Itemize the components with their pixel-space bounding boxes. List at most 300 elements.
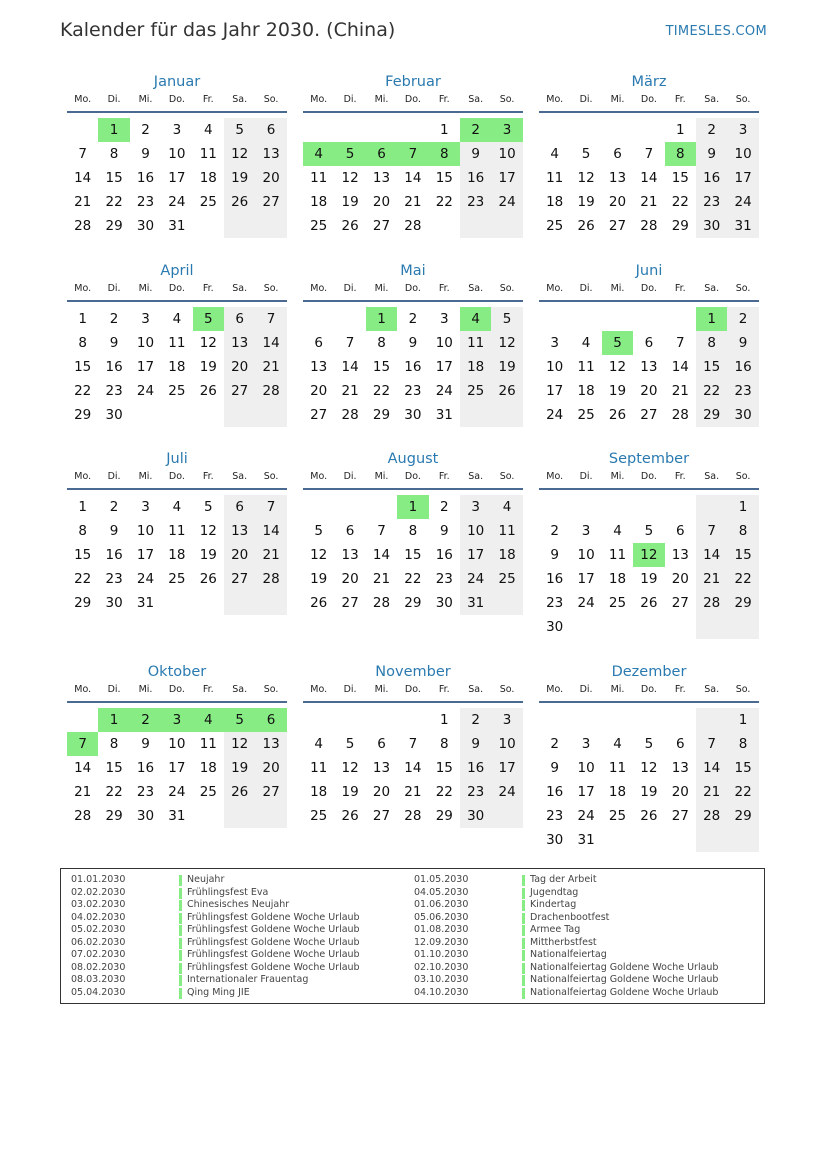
header-rule	[303, 488, 523, 490]
day-cell: 21	[696, 567, 727, 591]
holiday-day-cell: 3	[161, 708, 192, 732]
day-cell: 28	[255, 379, 286, 403]
day-cell: 7	[644, 146, 654, 162]
day-cell: 28	[255, 567, 286, 591]
month-name: April	[160, 263, 194, 279]
empty-weekend-cell	[491, 804, 522, 828]
weekday-header: Mo.	[546, 471, 564, 482]
holiday-legend	[60, 868, 765, 1004]
day-cell: 30	[727, 403, 758, 427]
day-cell: 20	[255, 166, 286, 190]
day-cell: 21	[404, 194, 422, 210]
day-cell: 22	[671, 194, 689, 210]
day-cell: 14	[696, 756, 727, 780]
holiday-day-cell: 6	[366, 142, 397, 166]
day-cell: 14	[74, 760, 92, 776]
day-cell: 14	[671, 359, 689, 375]
day-cell: 19	[199, 359, 217, 375]
day-cell: 3	[141, 311, 150, 327]
holiday-marker	[179, 950, 182, 961]
weekday-header: Fr.	[202, 684, 214, 695]
day-cell: 22	[696, 379, 727, 403]
day-cell: 7	[696, 519, 727, 543]
day-cell: 5	[345, 736, 355, 752]
day-cell: 17	[727, 166, 758, 190]
day-cell: 20	[671, 784, 689, 800]
day-cell: 4	[550, 146, 559, 162]
day-cell: 10	[491, 142, 522, 166]
day-cell: 29	[105, 808, 123, 824]
day-cell: 19	[640, 784, 658, 800]
day-cell: 19	[491, 355, 522, 379]
holiday-date: 01.05.2030	[414, 874, 469, 885]
day-cell: 9	[550, 760, 559, 776]
holiday-name: Frühlingsfest Goldene Woche Urlaub	[187, 911, 360, 923]
day-cell: 9	[109, 335, 119, 351]
day-cell: 3	[581, 523, 591, 539]
day-cell: 4	[613, 736, 622, 752]
day-cell: 27	[372, 218, 391, 234]
day-cell: 15	[727, 756, 758, 780]
weekday-header: Sa.	[232, 94, 248, 105]
month-name: Februar	[385, 74, 441, 90]
weekday-header: Di.	[579, 471, 593, 482]
day-cell: 15	[74, 359, 92, 375]
day-cell: 20	[310, 383, 328, 399]
day-cell: 13	[671, 547, 689, 563]
weekday-header: Mi.	[138, 684, 153, 695]
day-cell: 24	[168, 784, 186, 800]
empty-weekend-cell	[696, 708, 727, 732]
day-cell: 10	[168, 736, 186, 752]
day-cell: 15	[74, 547, 92, 563]
day-cell: 25	[199, 784, 217, 800]
holiday-date: 01.08.2030	[414, 924, 469, 935]
day-cell: 10	[727, 142, 758, 166]
weekday-header: Mi.	[610, 283, 625, 294]
day-cell: 14	[255, 331, 286, 355]
holiday-date: 03.10.2030	[414, 974, 469, 985]
weekday-header: Mo.	[310, 684, 328, 695]
day-cell: 3	[581, 736, 591, 752]
day-cell: 21	[255, 355, 286, 379]
weekday-header: Di.	[107, 471, 121, 482]
weekday-header: Sa.	[468, 283, 484, 294]
holiday-marker	[522, 950, 525, 961]
day-cell: 11	[168, 335, 186, 351]
holiday-day-cell: 3	[491, 118, 522, 142]
empty-weekend-cell	[224, 591, 255, 615]
day-cell: 19	[224, 166, 255, 190]
day-cell: 27	[671, 595, 689, 611]
holiday-marker	[522, 988, 525, 999]
day-cell: 20	[372, 784, 391, 800]
day-cell: 22	[404, 571, 422, 587]
day-cell: 28	[74, 808, 92, 824]
day-cell: 10	[491, 732, 522, 756]
day-cell: 17	[460, 543, 491, 567]
weekday-header: Do.	[404, 283, 421, 294]
day-cell: 24	[460, 567, 491, 591]
day-cell: 3	[491, 708, 522, 732]
day-cell: 8	[727, 732, 758, 756]
day-cell: 22	[727, 780, 758, 804]
holiday-date: 01.10.2030	[414, 949, 469, 960]
empty-weekend-cell	[696, 495, 727, 519]
day-cell: 8	[696, 331, 727, 355]
day-cell: 6	[377, 736, 386, 752]
day-cell: 27	[640, 407, 658, 423]
day-cell: 15	[105, 760, 123, 776]
holiday-name: Drachenbootfest	[530, 911, 610, 923]
day-cell: 10	[136, 335, 155, 351]
holiday-day-cell: 5	[224, 708, 255, 732]
day-cell: 13	[608, 170, 627, 186]
day-cell: 30	[105, 595, 123, 611]
day-cell: 15	[696, 355, 727, 379]
day-cell: 18	[608, 571, 627, 587]
day-cell: 4	[314, 736, 323, 752]
day-cell: 19	[577, 194, 595, 210]
weekday-header: Di.	[343, 94, 357, 105]
brand-logo[interactable]: TIMESLES.COM	[665, 24, 767, 39]
day-cell: 29	[435, 808, 453, 824]
day-cell: 29	[372, 407, 391, 423]
weekday-header: Do.	[640, 283, 657, 294]
holiday-day-cell: 1	[366, 307, 397, 331]
day-cell: 18	[199, 170, 217, 186]
day-cell: 27	[671, 808, 689, 824]
day-cell: 22	[727, 567, 758, 591]
day-cell: 10	[577, 760, 595, 776]
day-cell: 2	[550, 736, 559, 752]
holiday-name: Armee Tag	[530, 924, 581, 935]
month-name: August	[387, 451, 439, 467]
day-cell: 7	[255, 307, 286, 331]
weekday-header: Di.	[579, 684, 593, 695]
weekday-header: Fr.	[674, 283, 686, 294]
weekday-header: So.	[263, 471, 279, 482]
weekday-header: Do.	[640, 94, 657, 105]
weekday-header: Fr.	[438, 684, 450, 695]
day-cell: 9	[141, 736, 150, 752]
day-cell: 8	[408, 523, 418, 539]
day-cell: 26	[640, 808, 658, 824]
day-cell: 7	[696, 732, 727, 756]
day-cell: 12	[224, 732, 255, 756]
holiday-day-cell: 6	[255, 708, 286, 732]
holiday-day-cell: 4	[460, 307, 491, 331]
weekday-header: Di.	[343, 471, 357, 482]
weekday-header: Mo.	[546, 283, 564, 294]
day-cell: 7	[255, 495, 286, 519]
weekday-header: Mi.	[610, 684, 625, 695]
month-name: Oktober	[147, 664, 207, 680]
day-cell: 9	[550, 547, 559, 563]
day-cell: 17	[491, 166, 522, 190]
weekday-header: Fr.	[202, 471, 214, 482]
weekday-header: Mi.	[610, 471, 625, 482]
day-cell: 4	[581, 335, 591, 351]
day-cell: 10	[435, 335, 453, 351]
day-cell: 12	[224, 142, 255, 166]
day-cell: 28	[671, 407, 689, 423]
day-cell: 16	[546, 571, 564, 587]
day-cell: 13	[671, 760, 689, 776]
header-rule	[539, 488, 759, 490]
holiday-day-cell: 5	[334, 142, 365, 166]
holiday-marker	[522, 888, 525, 899]
day-cell: 30	[546, 619, 564, 635]
day-cell: 19	[640, 571, 658, 587]
day-cell: 3	[727, 118, 758, 142]
day-cell: 8	[439, 736, 449, 752]
holiday-date: 02.10.2030	[414, 961, 469, 973]
holiday-day-cell: 7	[397, 142, 428, 166]
day-cell: 24	[168, 194, 186, 210]
weekday-header: Di.	[107, 684, 121, 695]
weekday-header: Mi.	[138, 94, 153, 105]
day-cell: 16	[435, 547, 453, 563]
empty-weekend-cell	[696, 828, 727, 852]
page-title: Kalender für das Jahr 2030. (China)	[60, 19, 396, 41]
weekday-header: Di.	[343, 283, 357, 294]
day-cell: 26	[577, 218, 595, 234]
holiday-day-cell: 8	[665, 142, 696, 166]
day-cell: 25	[491, 567, 522, 591]
day-cell: 1	[675, 122, 685, 138]
day-cell: 7	[78, 146, 87, 162]
day-cell: 16	[727, 355, 758, 379]
holiday-name: Neujahr	[187, 874, 225, 885]
day-cell: 21	[255, 543, 286, 567]
day-cell: 25	[608, 808, 627, 824]
day-cell: 26	[199, 571, 217, 587]
day-cell: 8	[109, 736, 119, 752]
day-cell: 25	[310, 218, 328, 234]
weekday-header: Di.	[107, 283, 121, 294]
holiday-date: 03.02.2030	[71, 899, 126, 910]
empty-weekend-cell	[460, 403, 491, 427]
day-cell: 11	[577, 359, 595, 375]
day-cell: 15	[404, 547, 422, 563]
day-cell: 28	[640, 218, 658, 234]
day-cell: 26	[310, 595, 328, 611]
day-cell: 22	[435, 194, 453, 210]
day-cell: 22	[105, 784, 123, 800]
day-cell: 21	[74, 784, 92, 800]
empty-weekend-cell	[255, 591, 286, 615]
day-cell: 17	[136, 359, 155, 375]
day-cell: 31	[435, 407, 453, 423]
day-cell: 15	[727, 543, 758, 567]
day-cell: 17	[168, 170, 186, 186]
day-cell: 14	[404, 170, 422, 186]
day-cell: 28	[404, 218, 422, 234]
day-cell: 6	[613, 146, 622, 162]
day-cell: 10	[577, 547, 595, 563]
holiday-date: 04.10.2030	[414, 986, 469, 998]
holiday-name: Kindertag	[530, 899, 577, 910]
day-cell: 25	[460, 379, 491, 403]
day-cell: 30	[460, 804, 491, 828]
day-cell: 23	[727, 379, 758, 403]
weekday-header: Sa.	[704, 684, 720, 695]
weekday-header: Mi.	[138, 471, 153, 482]
day-cell: 29	[727, 804, 758, 828]
month-name: Dezember	[611, 664, 687, 680]
day-cell: 2	[439, 499, 449, 515]
day-cell: 3	[460, 495, 491, 519]
day-cell: 18	[310, 784, 328, 800]
header-rule	[303, 300, 523, 302]
weekday-header: Fr.	[202, 283, 214, 294]
day-cell: 20	[640, 383, 658, 399]
holiday-date: 12.09.2030	[414, 936, 469, 948]
day-cell: 14	[696, 543, 727, 567]
day-cell: 18	[546, 194, 564, 210]
day-cell: 9	[727, 331, 758, 355]
holiday-name: Nationalfeiertag Goldene Woche Urlaub	[530, 986, 719, 998]
weekday-header: Mi.	[138, 283, 153, 294]
day-cell: 10	[460, 519, 491, 543]
weekday-header: Sa.	[468, 684, 484, 695]
empty-weekend-cell	[491, 591, 522, 615]
holiday-date: 05.06.2030	[414, 911, 469, 923]
day-cell: 2	[109, 311, 119, 327]
holiday-day-cell: 2	[460, 118, 491, 142]
holiday-date: 07.02.2030	[71, 949, 126, 960]
header-rule	[539, 701, 759, 703]
header-rule	[67, 701, 287, 703]
day-cell: 27	[255, 190, 286, 214]
holiday-day-cell: 2	[130, 708, 161, 732]
day-cell: 16	[136, 170, 155, 186]
day-cell: 26	[224, 780, 255, 804]
weekday-header: Sa.	[704, 94, 720, 105]
day-cell: 30	[546, 832, 564, 848]
weekday-header: Mo.	[74, 471, 92, 482]
day-cell: 11	[608, 760, 627, 776]
holiday-marker	[179, 963, 182, 974]
day-cell: 13	[310, 359, 328, 375]
day-cell: 17	[546, 383, 564, 399]
day-cell: 12	[199, 335, 217, 351]
day-cell: 22	[372, 383, 391, 399]
holiday-marker	[522, 938, 525, 949]
weekday-header: Do.	[640, 684, 657, 695]
header-rule	[303, 111, 523, 113]
day-cell: 9	[408, 335, 418, 351]
holiday-marker	[179, 938, 182, 949]
empty-weekend-cell	[255, 403, 286, 427]
holiday-date: 05.04.2030	[71, 986, 126, 998]
day-cell: 11	[491, 519, 522, 543]
holiday-date: 06.02.2030	[71, 936, 126, 948]
day-cell: 21	[404, 784, 422, 800]
day-cell: 12	[310, 547, 328, 563]
weekday-header: Sa.	[232, 471, 248, 482]
day-cell: 10	[546, 359, 564, 375]
holiday-name: Frühlingsfest Goldene Woche Urlaub	[187, 961, 360, 973]
holiday-marker	[179, 925, 182, 936]
weekday-header: Fr.	[202, 94, 214, 105]
weekday-header: Mo.	[546, 94, 564, 105]
day-cell: 2	[109, 499, 119, 515]
holiday-marker	[522, 913, 525, 924]
weekday-header: Sa.	[232, 684, 248, 695]
weekday-header: So.	[735, 684, 751, 695]
day-cell: 16	[136, 760, 155, 776]
day-cell: 20	[671, 571, 689, 587]
day-cell: 9	[460, 142, 491, 166]
day-cell: 22	[74, 383, 92, 399]
day-cell: 1	[439, 122, 449, 138]
day-cell: 5	[224, 118, 255, 142]
day-cell: 16	[404, 359, 422, 375]
day-cell: 17	[435, 359, 453, 375]
holiday-name: Frühlingsfest Goldene Woche Urlaub	[187, 936, 360, 948]
day-cell: 14	[640, 170, 658, 186]
weekday-header: Do.	[168, 283, 185, 294]
holiday-day-cell: 7	[67, 732, 98, 756]
day-cell: 30	[136, 218, 155, 234]
day-cell: 18	[460, 355, 491, 379]
day-cell: 13	[372, 760, 391, 776]
weekday-header: Mo.	[74, 283, 92, 294]
day-cell: 18	[168, 547, 186, 563]
empty-weekend-cell	[727, 615, 758, 639]
empty-weekend-cell	[224, 804, 255, 828]
weekday-header: So.	[263, 283, 279, 294]
weekday-header: Mi.	[374, 94, 389, 105]
day-cell: 5	[203, 499, 213, 515]
month-name: Juli	[166, 451, 188, 467]
day-cell: 3	[172, 122, 182, 138]
day-cell: 6	[314, 335, 323, 351]
weekday-header: Mi.	[374, 283, 389, 294]
empty-weekend-cell	[224, 214, 255, 238]
day-cell: 18	[608, 784, 627, 800]
day-cell: 2	[408, 311, 418, 327]
day-cell: 6	[675, 736, 685, 752]
day-cell: 3	[141, 499, 150, 515]
day-cell: 4	[613, 523, 622, 539]
empty-weekend-cell	[727, 828, 758, 852]
month-name: September	[608, 451, 690, 467]
holiday-day-cell: 12	[633, 543, 664, 567]
day-cell: 11	[310, 170, 328, 186]
header-rule	[67, 111, 287, 113]
day-cell: 18	[168, 359, 186, 375]
holiday-marker	[522, 925, 525, 936]
day-cell: 29	[404, 595, 422, 611]
weekday-header: So.	[499, 684, 515, 695]
day-cell: 13	[341, 547, 359, 563]
holiday-marker	[179, 988, 182, 999]
day-cell: 7	[408, 736, 418, 752]
day-cell: 29	[105, 218, 123, 234]
header-rule	[539, 111, 759, 113]
holiday-date: 08.02.2030	[71, 961, 126, 973]
day-cell: 1	[439, 712, 449, 728]
weekday-header: Sa.	[704, 283, 720, 294]
day-cell: 31	[727, 214, 758, 238]
empty-weekend-cell	[224, 403, 255, 427]
day-cell: 6	[675, 523, 685, 539]
holiday-marker	[522, 963, 525, 974]
day-cell: 13	[224, 331, 255, 355]
